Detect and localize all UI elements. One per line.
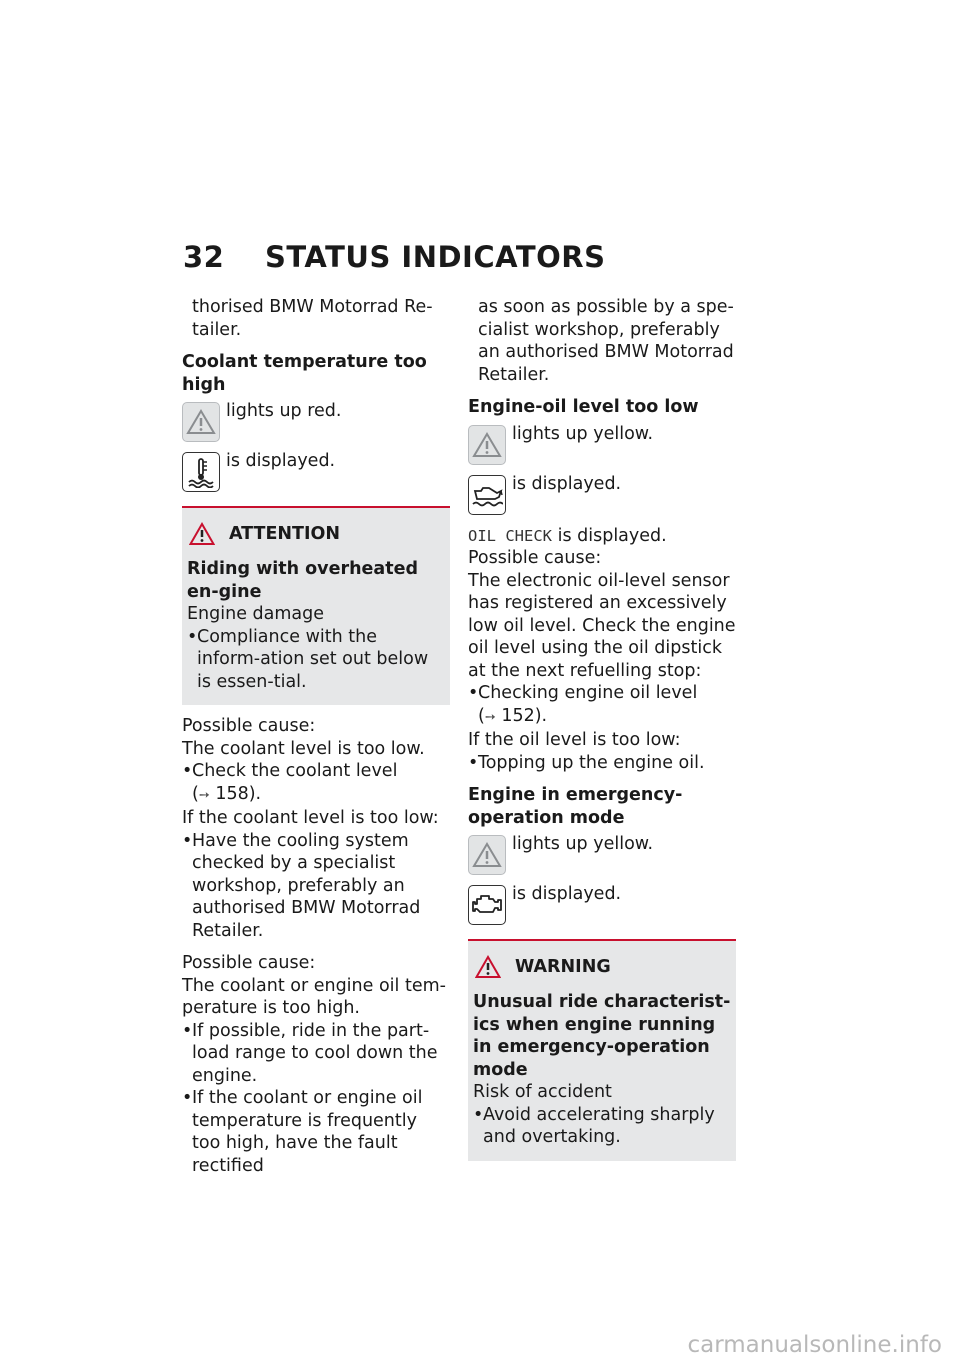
warning-bold: Unusual ride characterist-ics when engine running in emergency-operation mode	[473, 992, 731, 1080]
oil-ref: 152).	[501, 705, 548, 726]
coolant-warn-text: lights up red.	[226, 401, 342, 421]
warning-box	[468, 939, 736, 1161]
warning-triangle-icon	[182, 402, 220, 442]
cause2-text: The coolant or engine oil tem-perature is too high.	[182, 975, 446, 1018]
oil-warn-text: lights up yellow.	[512, 423, 654, 444]
oil-cause-text: The electronic oil-level sensor has registered an excessively low oil level. Check the engine oil level using the oil dipstick at the next refuelling stop:	[468, 570, 736, 681]
oil-followup: If the oil level is too low:	[468, 730, 681, 750]
attention-title	[189, 522, 445, 546]
oil-cause-label: Possible cause:	[468, 548, 602, 568]
warning-triangle-icon	[189, 522, 215, 546]
page-reference-arrow-icon: ➙	[484, 709, 496, 725]
warning-bullet: • Avoid accelerating sharply and overtaking.	[473, 1104, 731, 1149]
coolant-display-text: is displayed.	[226, 451, 336, 471]
oil-bullet: • Checking engine oil level (➙ 152).	[468, 682, 736, 729]
warning-triangle-icon	[475, 955, 501, 979]
right-column	[468, 296, 736, 1161]
cause2-label: Possible cause:	[182, 953, 316, 973]
warning-triangle-icon	[468, 425, 506, 465]
oil-check-code: OIL CHECK	[468, 526, 552, 545]
page-title: STATUS INDICATORS	[265, 240, 606, 274]
page-number: 32	[183, 240, 225, 274]
continuation-text: as soon as possible by a spe-cialist workshop, preferably an authorised BMW Motorrad Retailer.	[478, 297, 734, 385]
warning-consequence: Risk of accident	[473, 1082, 612, 1102]
intro-text: thorised BMW Motorrad Re-tailer.	[192, 297, 433, 340]
warning-triangle-icon	[468, 835, 506, 875]
attention-label: ATTENTION	[229, 523, 341, 544]
emergency-display-row	[468, 885, 736, 925]
page-reference-arrow-icon: ➙	[198, 787, 210, 803]
cause1-bullet2: • Have the cooling system checked by a specialist workshop, preferably an authorised BMW Motorrad Retailer.	[182, 830, 450, 943]
attention-consequence: Engine damage	[187, 604, 325, 624]
warning-title	[475, 955, 731, 979]
emergency-warning-row	[468, 835, 736, 875]
coolant-display-row	[182, 452, 450, 492]
attention-bold: Riding with overheated en-gine	[187, 559, 418, 602]
coolant-temperature-icon	[182, 452, 220, 492]
warning-label: WARNING	[515, 956, 611, 977]
emergency-warn-text: lights up yellow.	[512, 834, 654, 854]
coolant-heading: Coolant temperature too high	[182, 352, 427, 395]
emergency-heading: Engine in emergency-operation mode	[468, 785, 683, 828]
cause2-bullet2: • If the coolant or engine oil temperature is frequently too high, have the fault rectified	[182, 1087, 450, 1177]
emergency-display-text: is displayed.	[512, 884, 622, 904]
oil-level-icon	[468, 475, 506, 515]
attention-bullet: • Compliance with the inform-ation set out below is essen-tial.	[187, 626, 445, 694]
cause1-bullet: • Check the coolant level (➙ 158).	[182, 760, 450, 807]
oil-display-row	[468, 475, 736, 515]
watermark: carmanualsonline.info	[687, 1332, 942, 1358]
coolant-warning-row	[182, 402, 450, 442]
oil-bullet2: • Topping up the engine oil.	[468, 752, 736, 775]
cause1-followup: If the coolant level is too low:	[182, 808, 439, 828]
oil-display-text: is displayed.	[512, 473, 622, 494]
cause1-ref: 158).	[215, 783, 262, 804]
engine-check-icon	[468, 885, 506, 925]
page-header	[183, 240, 605, 274]
attention-box	[182, 506, 450, 705]
cause1-label: Possible cause:	[182, 716, 316, 736]
oil-check-line: OIL CHECK is displayed.	[468, 525, 667, 546]
cause1-text: The coolant level is too low.	[182, 738, 425, 759]
cause2-bullet1: • If possible, ride in the part-load range to cool down the engine.	[182, 1020, 450, 1088]
oil-warning-row	[468, 425, 736, 465]
left-column	[182, 296, 450, 1177]
oil-heading: Engine-oil level too low	[468, 397, 699, 417]
